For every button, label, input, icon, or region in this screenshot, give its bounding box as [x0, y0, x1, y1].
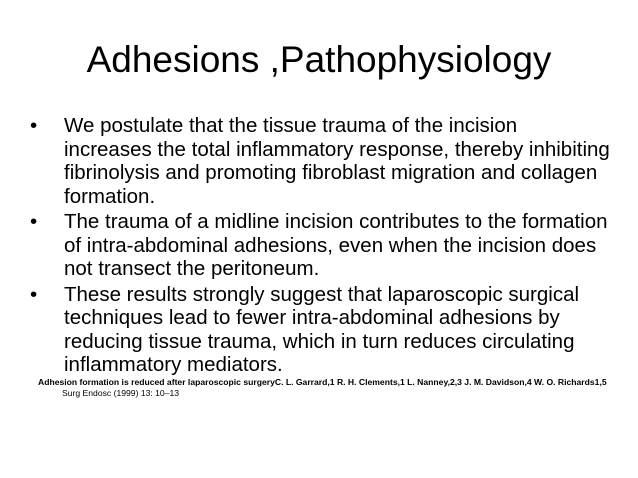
bullet-item [30, 283, 610, 377]
citation-title-authors: Adhesion formation is reduced after laparoscopic surgeryC. L. Garrard,1 R. H. Clements,1 L. Nanney,2,3 J. M. Davidson,4 W. O. Richards1,5 [38, 377, 607, 387]
citation [38, 377, 622, 399]
bullet-item [30, 114, 610, 208]
bullet-icon: • [30, 282, 38, 306]
slide-title: Adhesions ,Pathophysiology [86, 39, 552, 80]
bullet-icon: • [30, 210, 38, 233]
bullet-icon: • [30, 114, 38, 137]
bullet-item [30, 210, 610, 281]
bullet-text: These results strongly suggest that laparoscopic surgical techniques lead to fewer intra-abdominal adhesions by reducing tissue trauma, which in turn reduces circulating inflammatory mediators. [64, 282, 580, 376]
bullet-list [30, 114, 610, 379]
citation-journal: Surg Endosc (1999) 13: 10–13 [62, 388, 180, 398]
bullet-text: We postulate that the tissue trauma of the incision increases the total inflammatory response, thereby inhibiting fibrinolysis and promoting fibroblast migration and collagen formation. [64, 114, 610, 208]
bullet-text: The trauma of a midline incision contributes to the formation of intra-abdominal adhesions, even when the incision does not transect the peritoneum. [64, 210, 608, 280]
